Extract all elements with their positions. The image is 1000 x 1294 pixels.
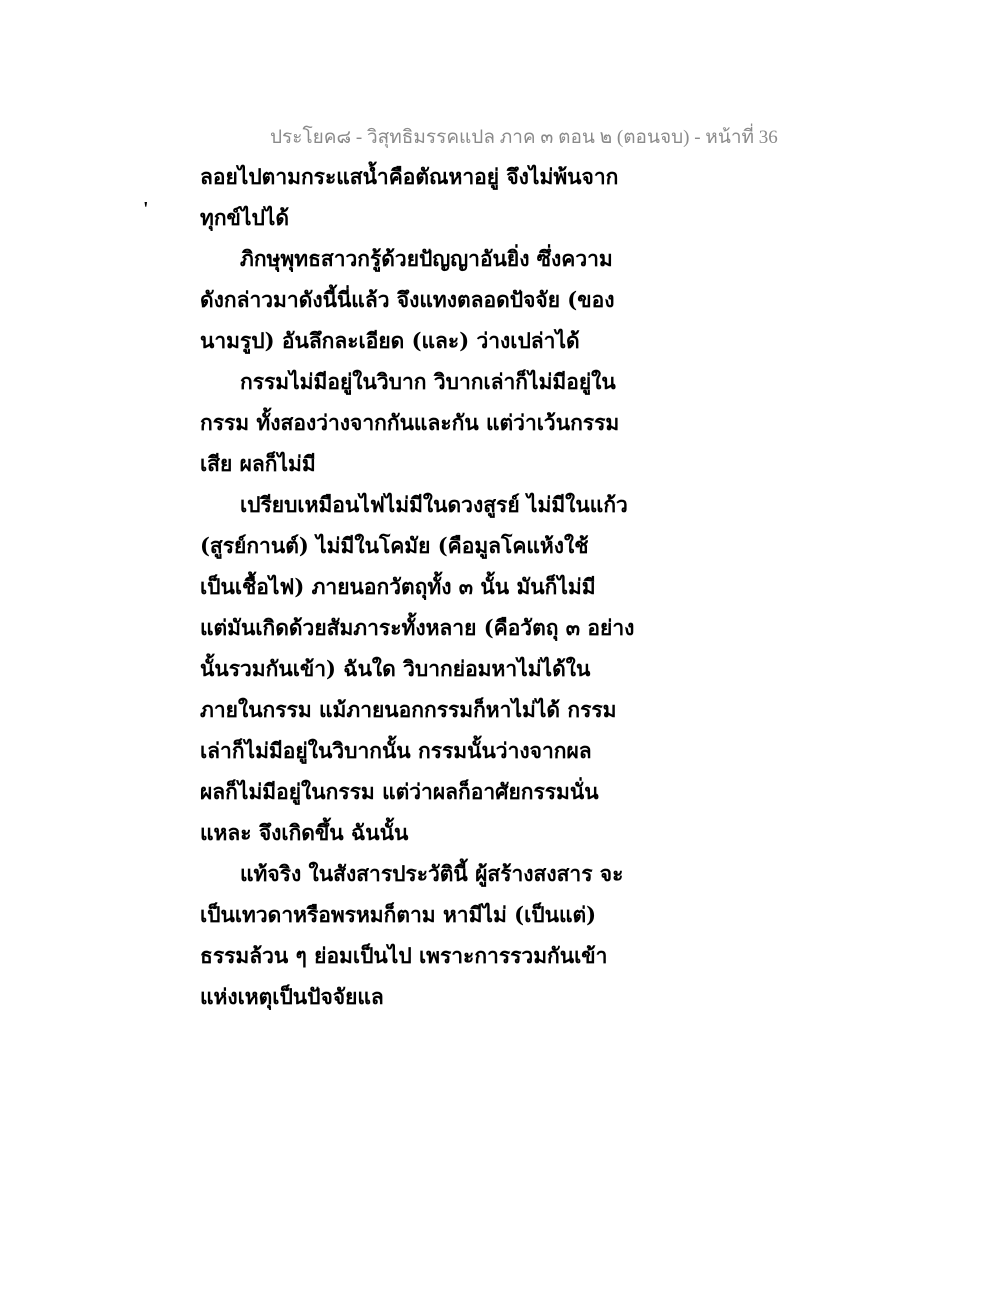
text-line: กรรมไม่มีอยู่ในวิบาก วิบากเล่าก็ไม่มีอยู่ใน [240,369,616,394]
text-line: แหละ จึงเกิดขึ้น ฉันนั้น [200,820,409,845]
text-line: (สูรย์กานต์) ไม่มีในโคมัย (คือมูลโคแห้งใช้ [200,533,589,558]
text-line: กรรม ทั้งสองว่างจากกันและกัน แต่ว่าเว้นกรรม [200,410,620,435]
text-line: ลอยไปตามกระแสน้ำคือตัณหาอยู่ จึงไม่พ้นจาก [200,164,619,189]
text-line: ดังกล่าวมาดังนี้นี่แล้ว จึงแทงตลอดปัจจัย (ของ [200,287,615,312]
text-line: แต่มันเกิดด้วยสัมภาระทั้งหลาย (คือวัตถุ ๓ อย่าง [200,615,635,640]
text-line: ธรรมล้วน ๆ ย่อมเป็นไป เพราะการรวมกันเข้า [200,943,608,968]
text-line: ผลก็ไม่มีอยู่ในกรรม แต่ว่าผลก็อาศัยกรรมนั่น [200,779,599,804]
text-line: เปรียบเหมือนไฟไม่มีในดวงสูรย์ ไม่มีในแก้ว [240,492,628,517]
margin-mark: ' [143,198,149,220]
text-line: เล่าก็ไม่มีอยู่ในวิบากนั้น กรรมนั้นว่างจากผล [200,738,592,763]
text-line: ภายในกรรม แม้ภายนอกกรรมก็หาไม่ได้ กรรม [200,697,617,722]
text-line: ภิกษุพุทธสาวกรู้ด้วยปัญญาอันยิ่ง ซึ่งความ [240,246,613,271]
text-line: เป็นเทวดาหรือพรหมก็ตาม หามีไม่ (เป็นแต่) [200,902,597,927]
page-header: ประโยค๘ - วิสุทธิมรรคแปล ภาค ๓ ตอน ๒ (ตอนจบ) - หน้าที่ 36 [270,127,778,148]
text-line: เสีย ผลก็ไม่มี [200,451,316,476]
text-line: เป็นเชื้อไฟ) ภายนอกวัตถุทั้ง ๓ นั้น มันก็ไม่มี [200,574,596,599]
text-line: นามรูป) อันลึกละเอียด (และ) ว่างเปล่าได้ [200,328,580,353]
body-text [200,156,800,1017]
text-line: แห่งเหตุเป็นปัจจัยแล [200,984,384,1009]
text-line: แท้จริง ในสังสารประวัตินี้ ผู้สร้างสงสาร จะ [240,861,624,886]
text-line: ทุกข์ไปได้ [200,205,290,230]
text-line: นั้นรวมกันเข้า) ฉันใด วิบากย่อมหาไม่ได้ใน [200,656,591,681]
